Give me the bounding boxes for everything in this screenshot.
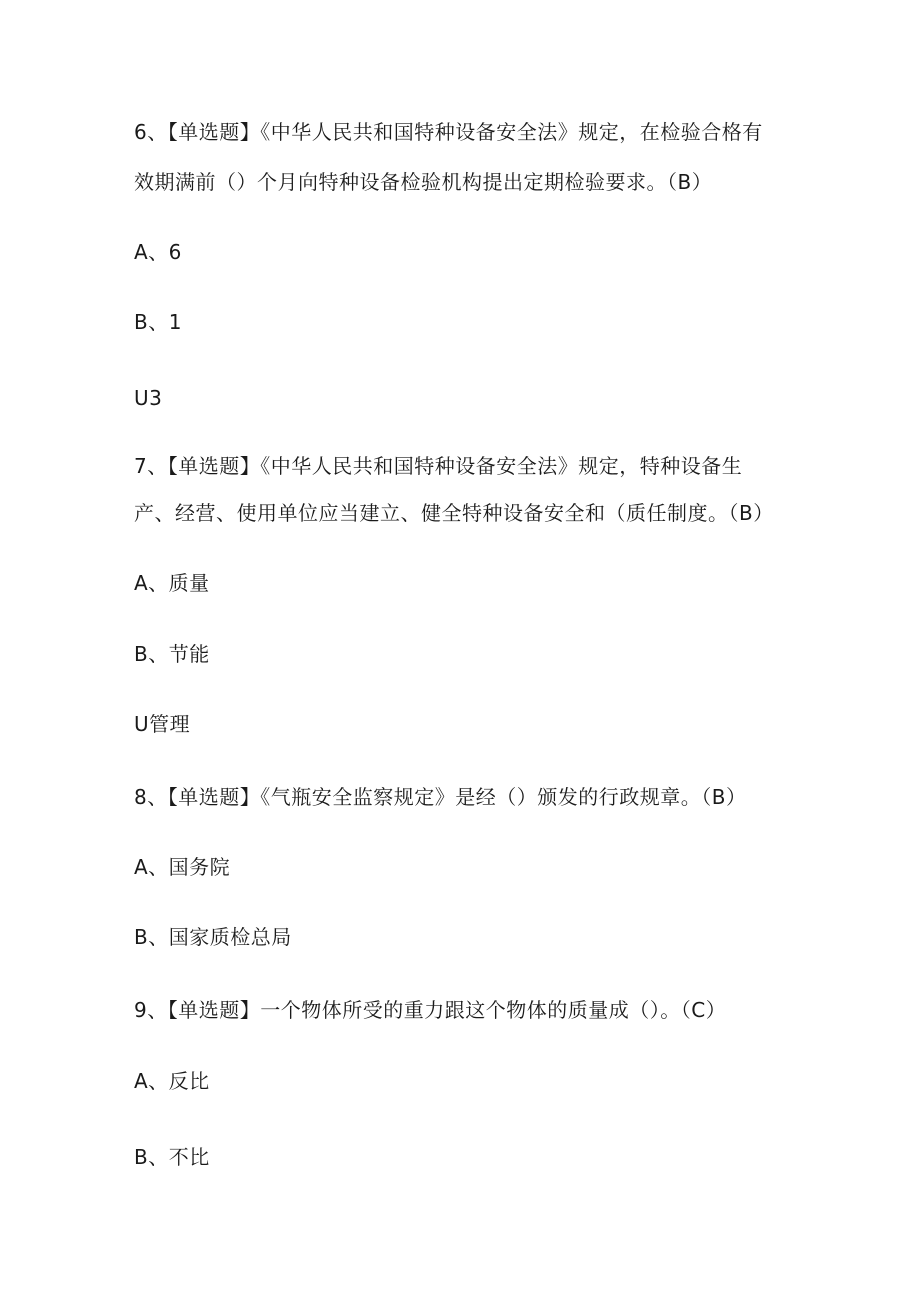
question-7-stem-line-2: 产、经营、使用单位应当建立、健全特种设备安全和（质任制度。（B） [134, 501, 774, 525]
question-9-stem: 9、【单选题】一个物体所受的重力跟这个物体的质量成（）。（C） [134, 998, 727, 1022]
question-6-stem-line-2: 效期满前（）个月向特种设备检验机构提出定期检验要求。（B） [134, 170, 713, 194]
question-9-option-b: B、不比 [134, 1145, 210, 1169]
question-8-option-b: B、国家质检总局 [134, 925, 292, 949]
question-7-stem-line-1: 7、【单选题】《中华人民共和国特种设备安全法》规定，特种设备生 [134, 454, 743, 478]
question-6-option-c: U3 [134, 386, 163, 410]
question-7-option-b: B、节能 [134, 642, 210, 666]
question-7-option-c: U管理 [134, 712, 191, 736]
question-6-option-a: A、6 [134, 240, 182, 264]
question-9-option-a: A、反比 [134, 1069, 210, 1093]
question-8-stem: 8、【单选题】《气瓶安全监察规定》是经（）颁发的行政规章。（B） [134, 785, 747, 809]
question-6-option-b: B、1 [134, 310, 182, 334]
question-8-option-a: A、国务院 [134, 855, 231, 879]
question-6-stem-line-1: 6、【单选题】《中华人民共和国特种设备安全法》规定，在检验合格有 [134, 120, 763, 144]
question-7-option-a: A、质量 [134, 571, 210, 595]
